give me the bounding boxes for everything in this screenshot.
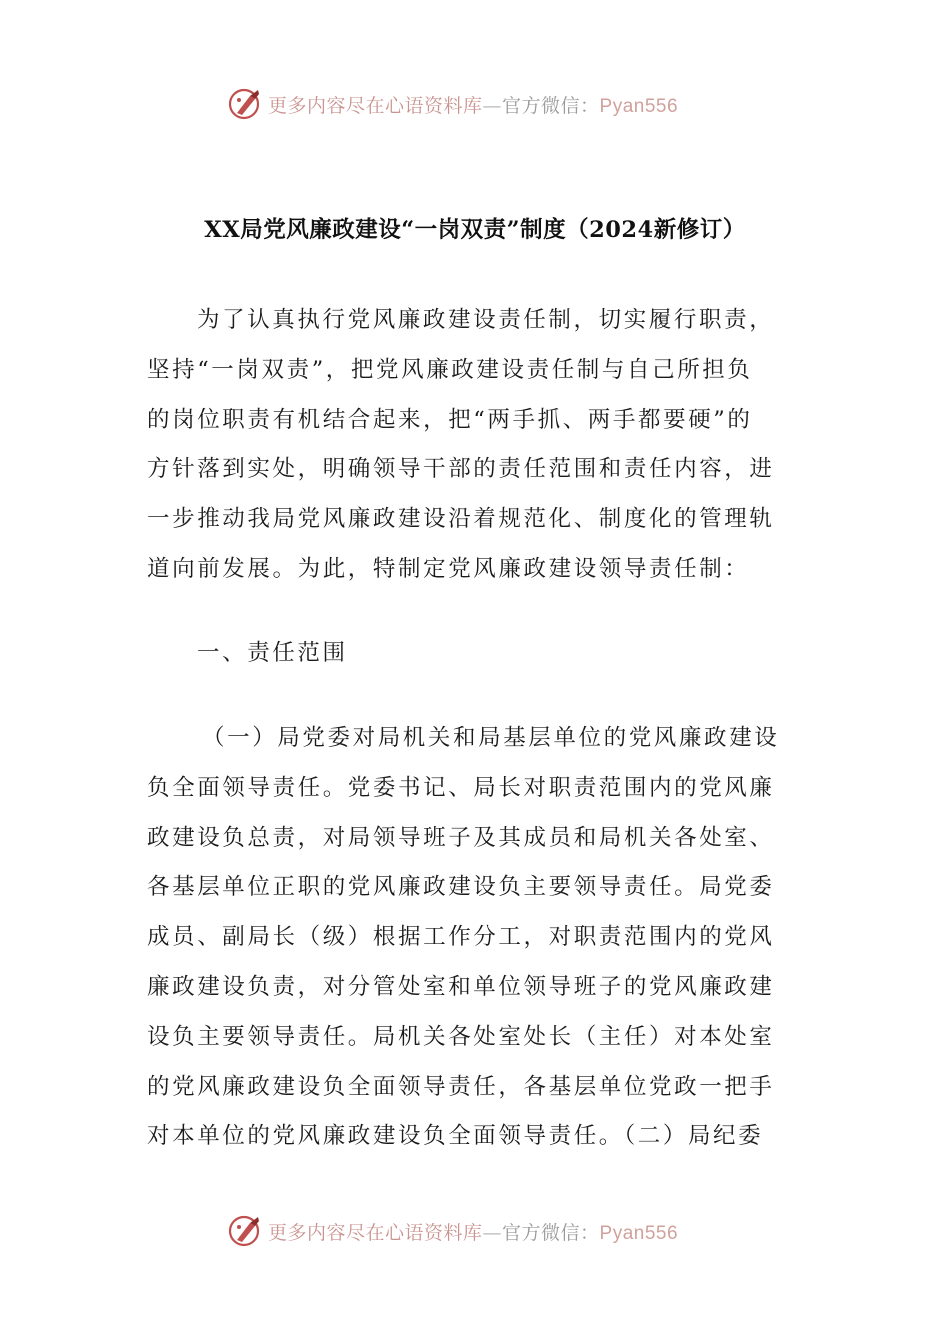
paragraph-line: 各基层单位正职的党风廉政建设负主要领导责任。局党委	[147, 874, 775, 901]
paragraph-line: 为了认真执行党风廉政建设责任制，切实履行职责，	[197, 307, 775, 333]
watermark-separator: —	[482, 1221, 503, 1244]
paragraph-line: 一步推动我局党风廉政建设沿着规范化、制度化的管理轨	[147, 506, 775, 533]
watermark-wechat-id: Pyan556	[599, 1222, 679, 1244]
watermark-separator: —	[482, 94, 503, 117]
paragraph-line: 的岗位职责有机结合起来，把“两手抓、两手都要硬”的	[147, 406, 753, 433]
watermark-wechat-label: 官方微信：	[502, 94, 600, 117]
paragraph-line: 设负主要领导责任。局机关各处室处长（主任）对本处室	[147, 1023, 775, 1050]
paragraph-responsibility-scope	[147, 714, 787, 1162]
paragraph-line: 坚持“一岗双责”，把党风廉政建设责任制与自己所担负	[147, 356, 753, 383]
pen-nib-logo-icon	[228, 1213, 264, 1249]
watermark-wechat-label: 官方微信：	[502, 1221, 600, 1244]
footer-watermark-text	[268, 1218, 678, 1245]
paragraph-intro	[147, 296, 787, 595]
watermark-site-name: 更多内容尽在心语资料库	[268, 1221, 483, 1244]
paragraph-line: 方针落到实处，明确领导干部的责任范围和责任内容，进	[147, 456, 775, 483]
header-watermark-text	[268, 91, 678, 118]
paragraph-line: 对本单位的党风廉政建设负全面领导责任。（二）局纪委	[147, 1123, 764, 1150]
header-watermark	[228, 84, 728, 124]
paragraph-line: 廉政建设负责，对分管处室和单位领导班子的党风廉政建	[147, 973, 775, 1000]
document-title: XX局党风廉政建设“一岗双责”制度（2024新修订）	[204, 217, 746, 243]
paragraph-line: （一）局党委对局机关和局基层单位的党风廉政建设	[202, 725, 780, 751]
section-heading: 一、责任范围	[197, 640, 348, 666]
watermark-wechat-id: Pyan556	[599, 95, 679, 117]
paragraph-line: 道向前发展。为此，特制定党风廉政建设领导责任制：	[147, 555, 750, 582]
paragraph-line: 的党风廉政建设负全面领导责任，各基层单位党政一把手	[147, 1073, 775, 1100]
paragraph-line: 政建设负总责，对局领导班子及其成员和局机关各处室、	[147, 824, 775, 851]
paragraph-line: 成员、副局长（级）根据工作分工，对职责范围内的党风	[147, 924, 775, 951]
pen-nib-logo-icon	[228, 86, 264, 122]
watermark-site-name: 更多内容尽在心语资料库	[268, 94, 483, 117]
paragraph-line: 负全面领导责任。党委书记、局长对职责范围内的党风廉	[147, 774, 775, 801]
footer-watermark	[228, 1211, 728, 1251]
